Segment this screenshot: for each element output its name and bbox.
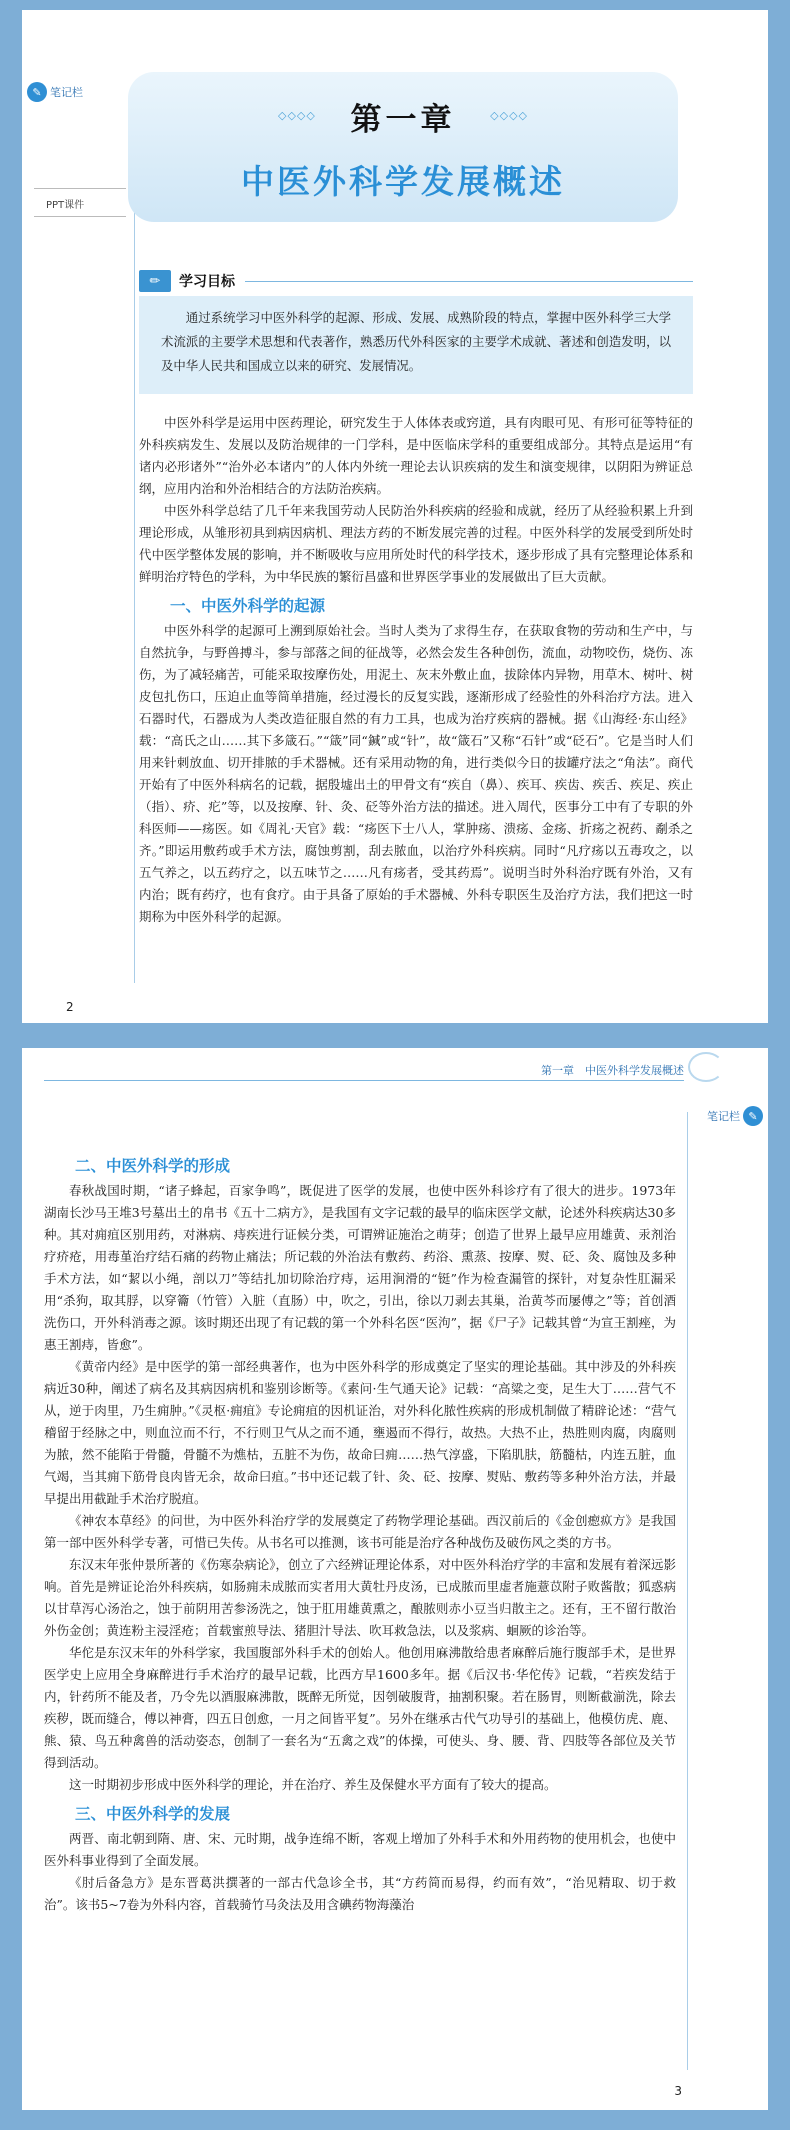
notes-label: 笔记栏 — [707, 1110, 740, 1123]
notes-divider — [687, 1112, 688, 2070]
chapter-number: 第一章 — [350, 102, 456, 138]
body-paragraph: 《肘后备急方》是东晋葛洪撰著的一部古代急诊全书，其“方药简而易得，约而有效”，“治见精取、切于救治”。该书5~7卷为外科内容，首载骑竹马灸法及用含碘药物海藻治 — [44, 1875, 676, 1912]
body-paragraph: 两晋、南北朝到隋、唐、宋、元时期，战争连绵不断，客观上增加了外科手术和外用药物的使用机会，也使中医外科事业得到了全面发展。 — [44, 1831, 676, 1868]
diamond-ornament-left-icon: ◇◇◇◇ — [278, 109, 316, 122]
page-right-body — [44, 1154, 676, 1916]
page-right — [22, 1048, 768, 2110]
running-header: 第一章 中医外科学发展概述 — [541, 1064, 684, 1077]
objectives-rule — [245, 281, 693, 282]
cloud-swirl-icon — [688, 1052, 724, 1082]
page-number: 2 — [66, 1000, 74, 1014]
body-paragraph: 东汉末年张仲景所著的《伤寒杂病论》，创立了六经辨证理论体系，对中医外科治疗学的丰富和发展有着深远影响。首先是辨证论治外科疾病，如肠痈未成脓而实者用大黄牡丹皮汤，已成脓而里虚者施薏苡附子败酱散；狐惑病以甘草泻心汤治之，蚀于前阴用苦参汤洗之，蚀于肛用雄黄熏之，酿脓则赤小豆当归散主之。还有，王不留行散治外伤金创；黄连粉主浸淫疮；首载蜜煎导法、猪胆汁导法、吹耳救急法，以及浆病、蛔厥的诊治等。 — [44, 1557, 676, 1638]
notes-column-badge — [27, 82, 83, 102]
body-paragraph: 华佗是东汉末年的外科学家，我国腹部外科手术的创始人。他创用麻沸散给患者麻醉后施行腹部手术，是世界医学史上应用全身麻醉进行手术治疗的最早记载，比西方早1600多年。据《后汉书·华佗传》记载，“若疾发结于内，针药所不能及者，乃令先以酒服麻沸散，既醉无所觉，因刳破腹背，抽割积聚。若在肠胃，则断截湔洗，除去疾秽，既而缝合，傅以神膏，四五日创愈，一月之间皆平复”。另外在继承古代气功导引的基础上，他模仿虎、鹿、熊、猿、鸟五种禽兽的活动姿态，创制了一套名为“五禽之戏”的体操，可使头、身、腰、背、四肢等各部位及关节得到活动。 — [44, 1645, 676, 1770]
pen-circle-icon: ✎ — [27, 82, 47, 102]
notes-label: 笔记栏 — [50, 86, 83, 99]
section-heading: 一、中医外科学的起源 — [170, 596, 326, 615]
notes-divider — [134, 90, 135, 983]
objectives-label: 学习目标 — [179, 274, 235, 290]
section-heading: 二、中医外科学的形成 — [75, 1156, 231, 1175]
intro-paragraph: 中医外科学是运用中医药理论，研究发生于人体体表或窍道，具有肉眼可见、有形可征等特征的外科疾病发生、发展以及防治规律的一门学科，是中医临床学科的重要组成部分。其特点是运用“有诸内必形诸外”“治外必本诸内”的人体内外统一理论去认识疾病的发生和演变规律，以阴阳为辨证总纲，应用内治和外治相结合的方法防治疾病。 — [139, 415, 693, 496]
diamond-ornament-right-icon: ◇◇◇◇ — [490, 109, 528, 122]
body-paragraph: 春秋战国时期，“诸子蜂起，百家争鸣”，既促进了医学的发展，也使中医外科诊疗有了很大的进步。1973年湖南长沙马王堆3号墓出土的帛书《五十二病方》，是我国有文字记载的最早的临床医学文献，论述外科疾病达30多种。其对痈疽区别用药，对淋病、痔疾进行证候分类，可谓辨证施治之萌芽；创造了世界上最早应用雄黄、汞剂治疗疥疮，用毒堇治疗结石痛的药物止痛法；所记载的外治法有敷药、药浴、熏蒸、按摩、熨、砭、灸、腐蚀及多种手术方法，如“絜以小绳，剖以刀”等结扎加切除治疗痔，运用涧滑的“铤”作为检查漏管的探针，对复杂性肛漏采用“杀狗，取其脬，以穿籥（竹管）入脏（直肠）中，吹之，引出，徐以刀剥去其巢，治黄芩而屡傅之”等；首创酒洗伤口，开外科消毒之源。该时期还出现了有记载的第一个外科名医“医泃”，据《尸子》记载其曾“为宣王割痤，为惠王割痔，皆愈”。 — [44, 1183, 676, 1352]
chapter-title: 中医外科学发展概述 — [241, 162, 565, 201]
running-header-rule — [44, 1080, 684, 1081]
notes-column-badge — [707, 1106, 763, 1126]
ppt-courseware-label[interactable]: PPT课件 — [46, 200, 85, 211]
page-left — [22, 10, 768, 1023]
objectives-text: 通过系统学习中医外科学的起源、形成、发展、成熟阶段的特点，掌握中医外科学三大学术流派的主要学术思想和代表著作，熟悉历代外科医家的主要学术成就、著述和创造发明，以及中华人民共和国成立以来的研究、发展情况。 — [139, 296, 693, 394]
page-left-body — [139, 412, 693, 928]
body-paragraph: 这一时期初步形成中医外科学的理论，并在治疗、养生及保健水平方面有了较大的提高。 — [69, 1777, 557, 1792]
pencil-icon: ✏ — [139, 270, 171, 292]
objectives-header — [139, 268, 693, 294]
body-paragraph: 《黄帝内经》是中医学的第一部经典著作，也为中医外科学的形成奠定了坚实的理论基础。其中涉及的外科疾病近30种，阐述了病名及其病因病机和鉴别诊断等。《素问·生气通天论》记载：“高粱之变，足生大丁……营气不从，逆于肉里，乃生痈肿。”《灵枢·痈疽》专论痈疽的因机证治，对外科化脓性疾病的形成机制做了精辟论述：“营气稽留于经脉之中，则血泣而不行，不行则卫气从之而不通，壅遏而不得行，故热。大热不止，热胜则肉腐，肉腐则为脓，然不能陷于骨髓，骨髓不为燋枯，五脏不为伤，故命曰痈……热气淳盛，下陷肌肤，筋髓枯，内连五脏，血气竭，当其痈下筋骨良肉皆无余，故命曰疽。”书中还记载了针、灸、砭、按摩、熨贴、敷药等多种外治方法，并最早提出用截趾手术治疗脱疽。 — [44, 1359, 676, 1506]
ppt-rule-bottom — [34, 216, 126, 217]
pen-circle-icon: ✎ — [743, 1106, 763, 1126]
section-heading: 三、中医外科学的发展 — [75, 1804, 231, 1823]
body-paragraph: 中医外科学的起源可上溯到原始社会。当时人类为了求得生存，在获取食物的劳动和生产中，与自然抗争，与野兽搏斗，参与部落之间的征战等，必然会发生各种创伤，流血，动物咬伤，烧伤、冻伤，为了减轻痛苦，可能采取按摩伤处，用泥土、灰末外敷止血，拔除体内异物，用草木、树叶、树皮包扎伤口，压迫止血等简单措施，经过漫长的反复实践，逐渐形成了经验性的外科治疗方法。进入石器时代，石器成为人类改造征服自然的有力工具，也成为治疗疾病的器械。据《山海经·东山经》载：“高氏之山……其下多箴石。”“箴”同“鍼”或“针”，故“箴石”又称“石针”或“砭石”。它是当时人们用来针刺放血、切开排脓的手术器械。还有采用动物的角，进行类似今日的拔罐疗法之“角法”。商代开始有了中医外科病名的记载，据殷墟出土的甲骨文有“疾自（鼻）、疾耳、疾齿、疾舌、疾足、疾止（指）、疥、疕”等，以及按摩、针、灸、砭等外治方法的描述。进入周代，医事分工中有了专职的外科医师——疡医。如《周礼·天官》载：“疡医下士八人，掌肿疡、溃疡、金疡、折疡之祝药、劀杀之齐。”即运用敷药或手术方法，腐蚀剪割，刮去脓血，以治疗外科疾病。同时“凡疗疡以五毒攻之，以五气养之，以五药疗之，以五味节之……凡有疡者，受其药焉”。说明当时外科治疗既有外治，又有内治；既有药疗，也有食疗。由于具备了原始的手术器械、外科专职医生及治疗方法，我们把这一时期称为中医外科学的起源。 — [139, 623, 693, 924]
page-number: 3 — [674, 2084, 682, 2098]
intro-paragraph: 中医外科学总结了几千年来我国劳动人民防治外科疾病的经验和成就，经历了从经验积累上升到理论形成，从雏形初具到病因病机、理法方药的不断发展完善的过程。中医外科学的发展受到所处时代中医学整体发展的影响，并不断吸收与应用所处时代的科学技术，逐步形成了具有完整理论体系和鲜明治疗特色的学科，为中华民族的繁衍昌盛和世界医学事业的发展做出了巨大贡献。 — [139, 503, 693, 584]
chapter-banner — [128, 72, 678, 222]
ppt-rule-top — [34, 188, 126, 189]
body-paragraph: 《神农本草经》的问世，为中医外科治疗学的发展奠定了药物学理论基础。西汉前后的《金创瘛疭方》是我国第一部中医外科学专著，可惜已失传。从书名可以推测，该书可能是治疗各种战伤及破伤风之类的方书。 — [44, 1513, 676, 1550]
